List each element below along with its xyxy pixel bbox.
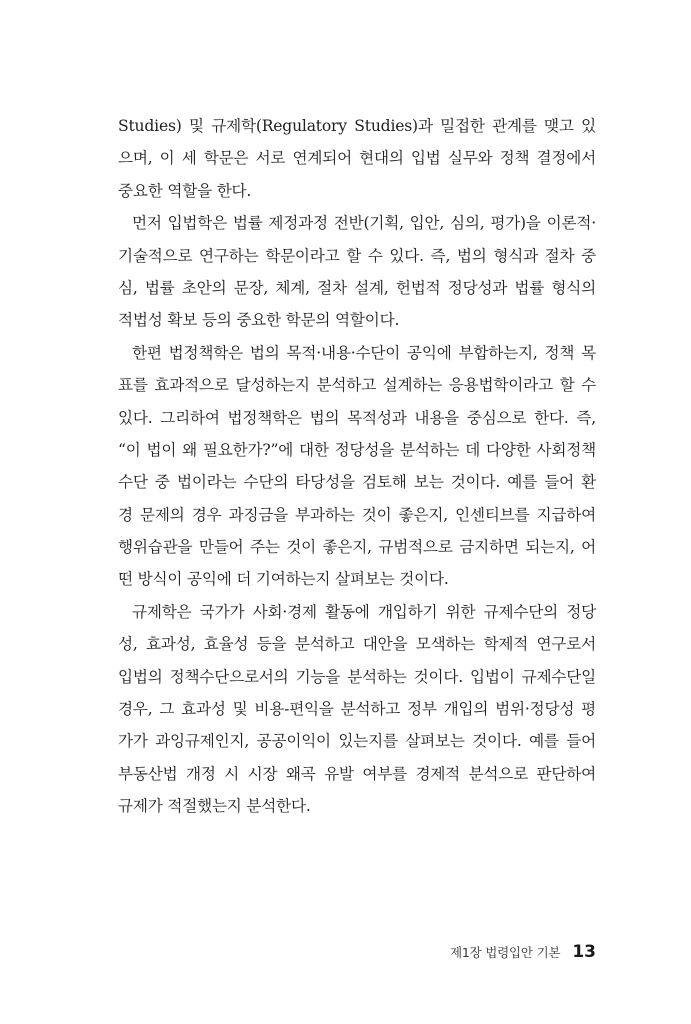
text-line: 한편 법정책학은 법의 목적·내용·수단이 공익에 부합하는지, 정책 목 [132,343,596,362]
page-footer [450,942,596,966]
text-line: 경우, 그 효과성 및 비용-편익을 분석하고 정부 개입의 범위·정당성 평 [118,700,596,719]
text-line: Studies) 및 규제학(Regulatory Studies)과 밀접한 관계를 맺고 있 [118,117,596,135]
text-line: 기술적으로 연구하는 학문이라고 할 수 있다. 즉, 법의 형식과 절차 중 [118,246,596,265]
text-line: 부동산법 개정 시 시장 왜곡 유발 여부를 경제적 분석으로 판단하여 [118,764,596,783]
text-line: 규제학은 국가가 사회·경제 활동에 개입하기 위한 규제수단의 정당 [132,602,596,621]
body-text [118,110,596,823]
text-line: 가가 과잉규제인지, 공공이익이 있는지를 살펴보는 것이다. 예를 들어 [118,732,596,751]
text-line: 행위습관을 만들어 주는 것이 좋은지, 규범적으로 금지하면 되는지, 어 [118,538,596,557]
text-line: 있다. 그리하여 법정책학은 법의 목적성과 내용을 중심으로 한다. 즉, [118,408,596,427]
text-line: 규제가 적절했는지 분석한다. [118,797,311,816]
running-footer-chapter: 제1장 법령입안 기본 [450,945,561,960]
text-line: 으며, 이 세 학문은 서로 연계되어 현대의 입법 실무와 정책 결정에서 [118,149,596,168]
text-line: 입법의 정책수단으로서의 기능을 분석하는 것이다. 입법이 규제수단일 [118,667,596,686]
page-number: 13 [572,942,596,962]
text-line: 심, 법률 초안의 문장, 체계, 절차 설계, 헌법적 정당성과 법률 형식의 [118,278,596,297]
text-line: 먼저 입법학은 법률 제정과정 전반(기획, 입안, 심의, 평가)을 이론적· [132,214,596,233]
text-line: 적법성 확보 등의 중요한 학문의 역할이다. [118,311,400,330]
text-line: 떤 방식이 공익에 더 기여하는지 살펴보는 것이다. [118,570,449,589]
text-line: “이 법이 왜 필요한가?”에 대한 정당성을 분석하는 데 다양한 사회정책 [118,440,596,459]
text-line: 중요한 역할을 한다. [118,181,252,200]
text-line: 표를 효과적으로 달성하는지 분석하고 설계하는 응용법학이라고 할 수 [118,376,596,395]
text-line: 수단 중 법이라는 수단의 타당성을 검토해 보는 것이다. 예를 들어 환 [118,473,596,492]
text-line: 경 문제의 경우 과징금을 부과하는 것이 좋은지, 인센티브를 지급하여 [118,505,596,524]
text-line: 성, 효과성, 효율성 등을 분석하고 대안을 모색하는 학제적 연구로서 [118,635,596,654]
